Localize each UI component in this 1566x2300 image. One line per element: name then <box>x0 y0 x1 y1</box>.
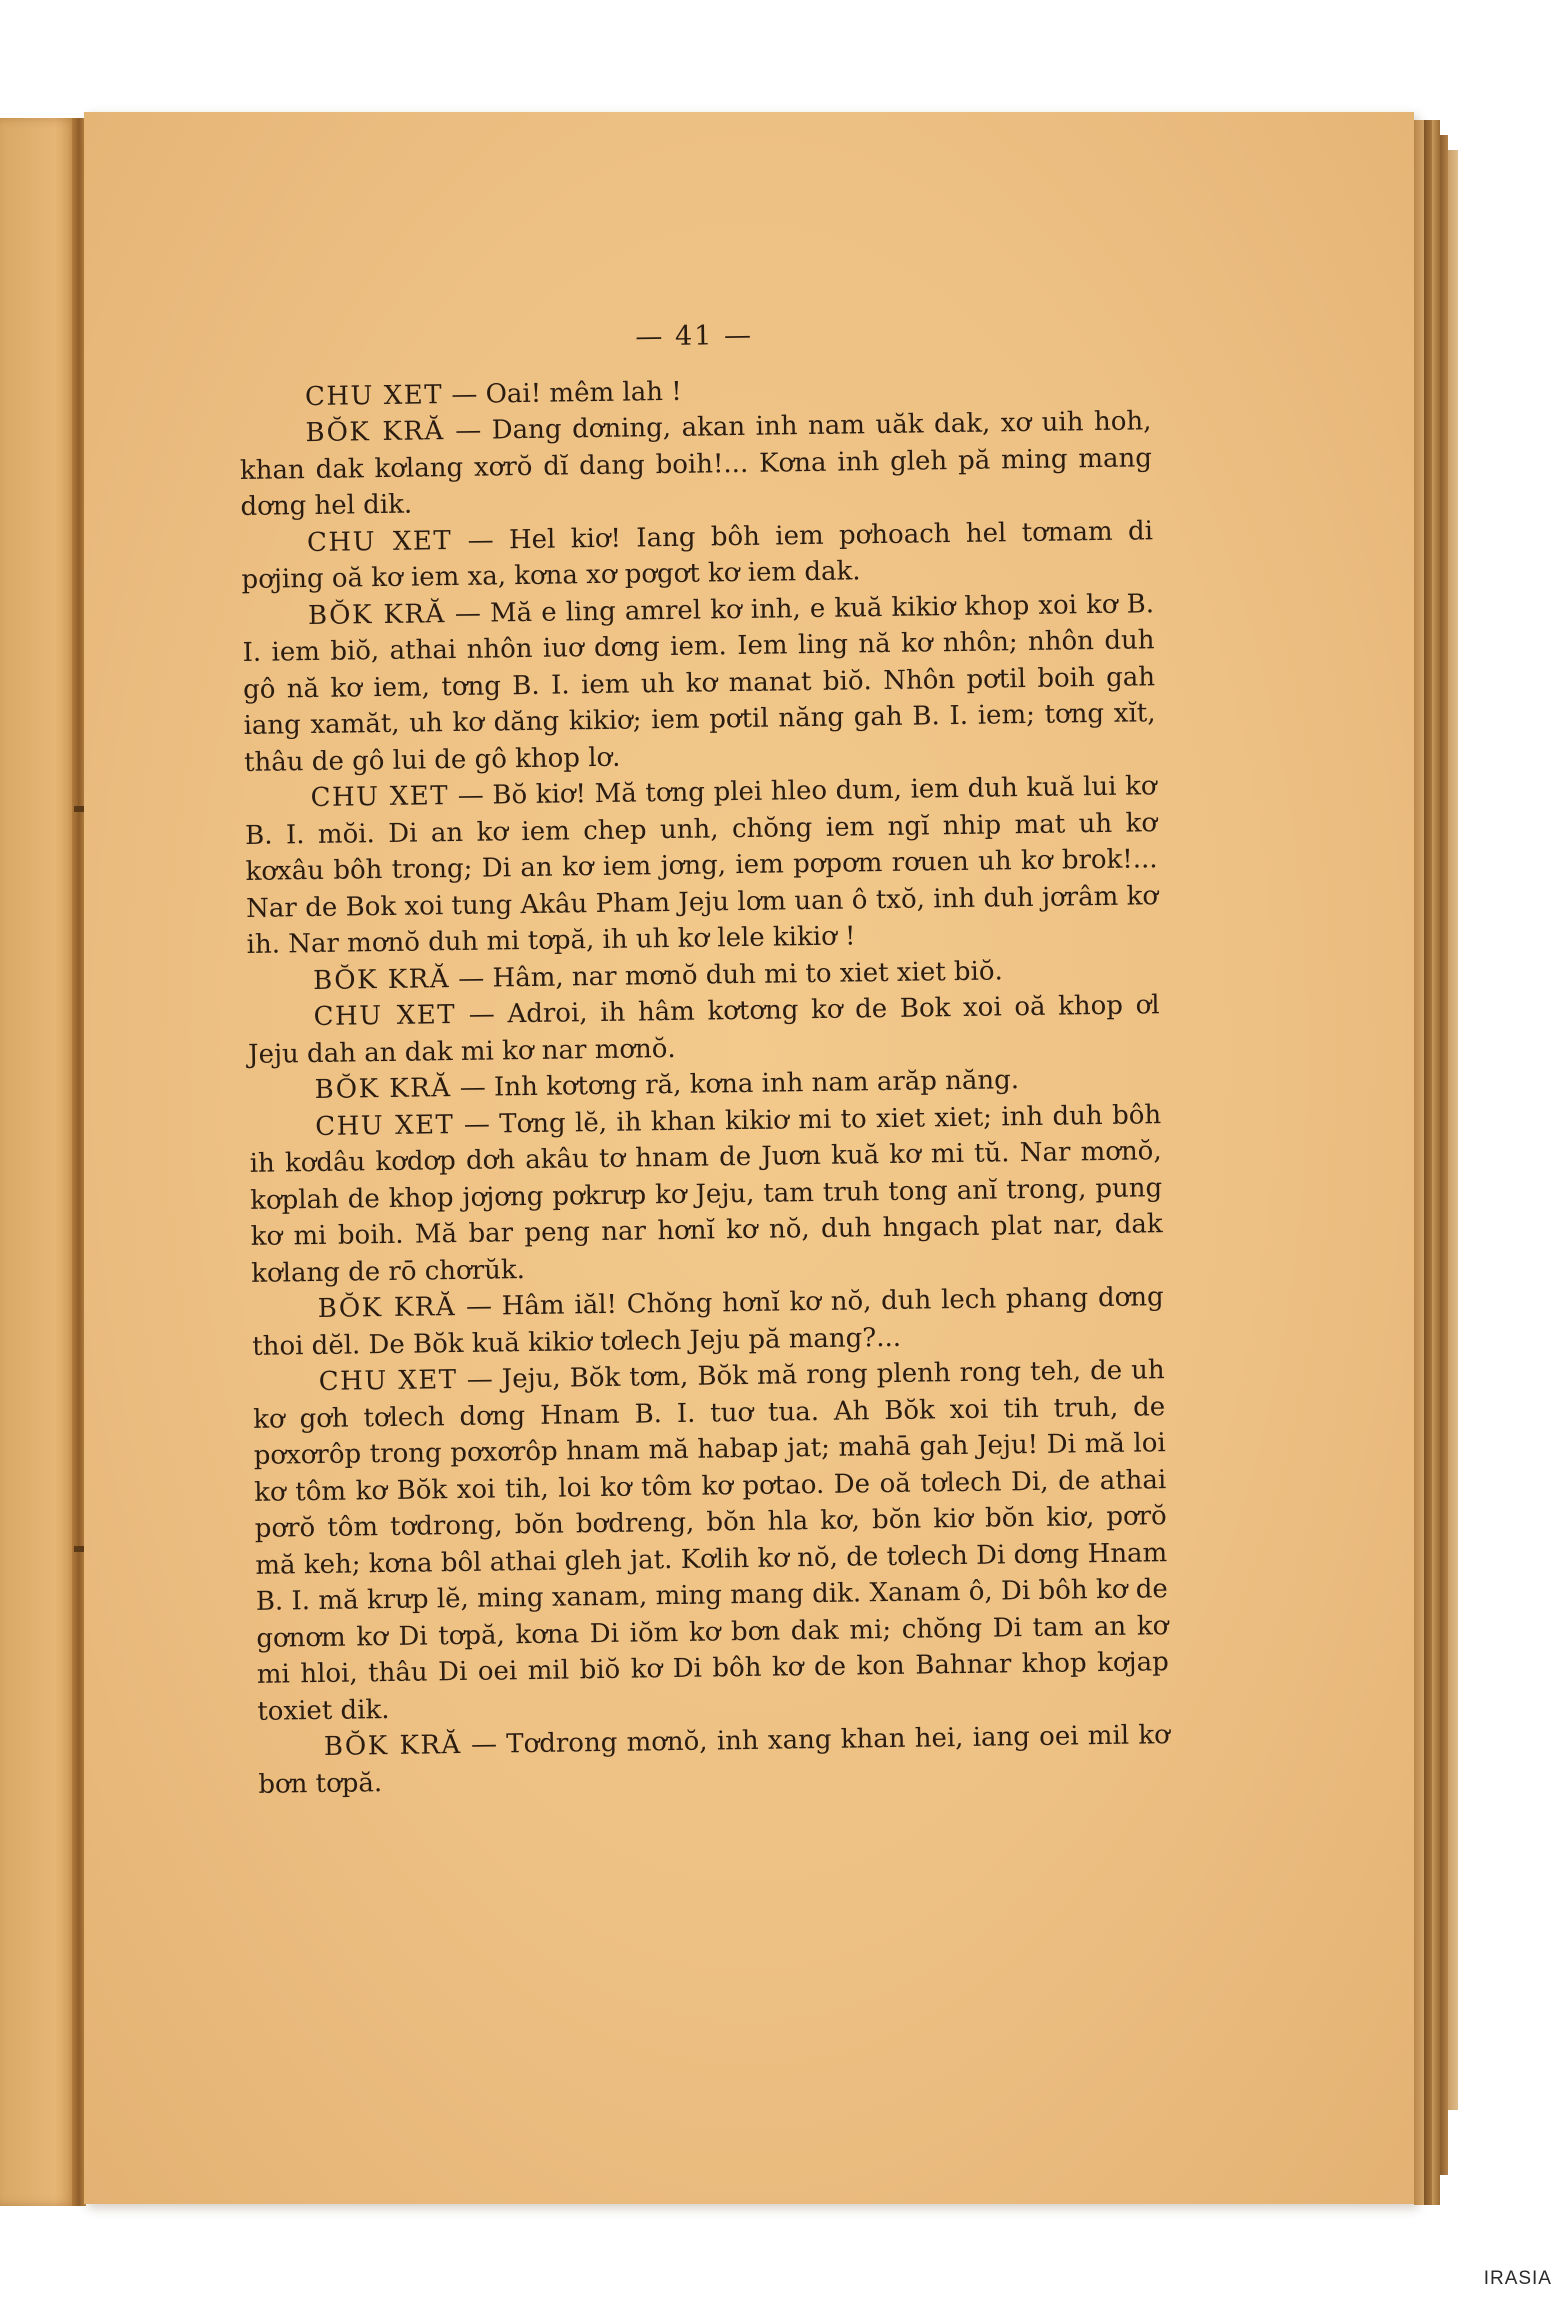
dialogue-text: — Hâm iăl! Chŏng hơnĭ kơ nŏ, duh lech phang dơng thoi dĕl. De Bŏk kuă kikiơ tơlech Jeju pă mang?... <box>252 1282 1164 1362</box>
speaker-name: BŎK KRĂ <box>314 1073 452 1106</box>
dialogue-text: — Tơdrong mơnŏ, inh xang khan hei, iang oei mil kơ bơn tơpă. <box>258 1720 1170 1800</box>
speaker-name: BŎK KRĂ <box>317 1292 457 1324</box>
speaker-name: BŎK KRĂ <box>305 416 445 449</box>
dialogue-text: — Inh kơtơng ră, kơna inh nam arăp năng. <box>451 1065 1020 1104</box>
speaker-name: CHU XET <box>306 525 453 558</box>
dialogue-paragraph <box>258 1717 1171 1803</box>
page-stack-edge <box>1414 120 1424 2205</box>
dialogue-text: — Oai! mêm lah ! <box>442 376 682 410</box>
dialogue-paragraph <box>242 586 1156 781</box>
dialogue-paragraph <box>247 987 1160 1073</box>
page-text <box>238 312 1171 1803</box>
page-stack-edge <box>1432 120 1440 2205</box>
speaker-name: CHU XET <box>310 781 450 814</box>
page-stack-edge <box>1448 150 1458 2110</box>
dialogue-text: — Mă e ling amrel kơ inh, e kuă kikiơ khop xoi kơ B. I. iem biŏ, athai nhôn iuơ dơng iem. Iem ling nă kơ nhôn; nhôn duh gô nă kơ iem, tơng B. I. iem uh kơ manat biŏ. Nhôn pơtil boih gah iang xamăt, uh kơ dăng kikiơ; iem pơtil năng gah B. I. iem; tơng xĭt, thâu de gô lui de gô khop lơ. <box>242 588 1156 778</box>
speaker-name: BŎK KRĂ <box>307 598 446 631</box>
page-stack-edge <box>1440 135 1448 2175</box>
dialogue-text: — Hâm, nar mơnŏ duh mi to xiet xiet biŏ. <box>449 955 1004 994</box>
page-stack-edge <box>1424 120 1432 2205</box>
dialogue-paragraph <box>239 403 1152 525</box>
dialogue-text: — Adroi, ih hâm kơtơng kơ de Bok xoi oă khop ơl Jeju dah an dak mi kơ nar mơnŏ. <box>247 990 1160 1070</box>
irasia-watermark: IRASIA <box>1483 2268 1552 2289</box>
dialogue-text: — Jeju, Bŏk tơm, Bŏk mă rong plenh rong teh, de uh kơ gơh tơlech dơng Hnam B. I. tuơ tua. Ah Bŏk xoi tih truh, de pơxơrôp trong pơxơrôp hnam mă habap jat; mahā gah Jeju! Di mă loi kơ tôm kơ Bŏk xoi tih, loi kơ tôm kơ pơtao. De oă tơlech Di, de athai pơrŏ tôm tơdrong, bŏn bơdreng, bŏn hla kơ, bŏn kiơ bŏn kiơ, pơrŏ mă keh; kơna bôl athai gleh jat. Kơlih kơ nŏ, de tơlech Di dơng Hnam B. I. mă krưp lĕ, ming xanam, ming mang dik. Xanam ô, Di bôh kơ de gơnơm kơ Di tơpă, kơna Di iŏm kơ bơn dak mi; chŏng Di tam an kơ mi hloi, thâu Di oei mil biŏ kơ Di bôh kơ de kon Bahnar khop kơjap toxiet dik. <box>253 1355 1169 1727</box>
page-number: — 41 — <box>635 319 754 353</box>
previous-page-edge <box>0 118 78 2206</box>
speaker-name: CHU XET <box>304 379 444 412</box>
dialogue-paragraph <box>249 1097 1163 1292</box>
dialogue-paragraph <box>253 1352 1170 1730</box>
dialogue-paragraph <box>252 1279 1165 1365</box>
speaker-name: BŎK KRĂ <box>312 963 451 996</box>
dialogue-text: — Hel kiơ! Iang bôh iem pơhoach hel tơmam di pơjing oă kơ iem xa, kơna xơ pơgơt kơ iem dak. <box>241 515 1154 595</box>
dialogue-text: — Bŏ kiơ! Mă tơng plei hleo dum, iem duh kuă lui kơ B. I. mŏi. Di an kơ iem chep unh, chŏng iem ngĭ nhip mat uh kơ kơxâu bôh trong; Di an kơ iem jơng, iem pơpơm rơuen uh kơ brok!... Nar de Bok xoi tung Akâu Pham Jeju lơm uan ô txŏ, inh duh jơrâm kơ ih. Nar mơnŏ duh mi tơpă, ih uh kơ lele kikiơ ! <box>244 771 1159 960</box>
speaker-name: CHU XET <box>314 1109 455 1142</box>
dialogue-paragraph <box>244 768 1158 963</box>
speaker-name: CHU XET <box>313 1000 457 1033</box>
dialogue-text: — Dang dơning, akan inh nam uăk dak, xơ uih hoh, khan dak kơlang xơrŏ dĭ dang boih!... Kơna inh gleh pă ming mang dơng hel dik. <box>239 406 1153 522</box>
dialogue-paragraph <box>241 513 1154 599</box>
speaker-name: CHU XET <box>318 1365 458 1397</box>
dialogue-text: — Tơng lĕ, ih khan kikiơ mi to xiet xiet; inh duh bôh ih kơdâu kơdơp dơh akâu tơ hnam de Juơn kuă kơ mi tŭ. Nar mơnŏ, kơplah de khop jơjơng pơkrưp kơ Jeju, tam truh tong anĭ trong, pung kơ mi boih. Mă bar peng nar hơnĭ kơ nŏ, duh hngach plat nar, dak kơlang de rō chơrŭk. <box>249 1099 1163 1289</box>
speaker-name: BŎK KRĂ <box>323 1730 462 1762</box>
